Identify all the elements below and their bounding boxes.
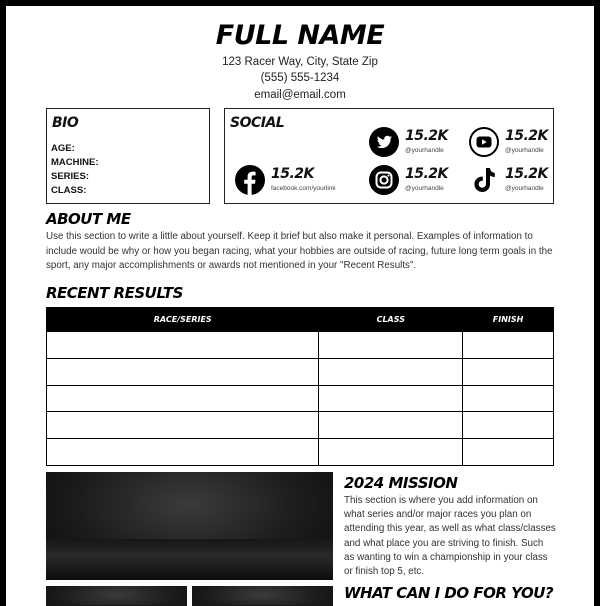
table-cell[interactable] (319, 439, 463, 466)
bio-field-age: AGE: (51, 143, 75, 154)
youtube-handle: @yourhandle (505, 147, 544, 154)
twitter-handle: @yourhandle (405, 147, 444, 154)
table-row (47, 385, 554, 412)
table-cell[interactable] (47, 332, 319, 359)
phone-text: (555) 555-1234 (260, 72, 340, 84)
facebook-icon (235, 165, 265, 195)
twitter-count: 15.2K (405, 128, 448, 144)
about-me-body: Use this section to write a little about yourself. Keep it brief but also make it personal. Examples of information to include would be why or how you began racing, what your hobbies are outside of racing, future long term goals in the sport, any major accomplishments or awards not mentioned in your "Recent Results". (46, 231, 553, 271)
bio-field-class: CLASS: (51, 185, 87, 196)
youtube-count: 15.2K (505, 128, 548, 144)
sponsorship-resume-page (6, 6, 594, 606)
instagram-handle: @yourhandle (405, 185, 444, 192)
instagram-icon (369, 165, 399, 195)
recent-results-table (46, 307, 554, 466)
photo-placeholder-right (192, 586, 333, 606)
table-cell[interactable] (47, 439, 319, 466)
twitter-icon (369, 127, 399, 157)
table-row (47, 412, 554, 439)
table-row (47, 439, 554, 466)
table-cell[interactable] (463, 439, 554, 466)
address-text: 123 Racer Way, City, State Zip (222, 56, 378, 68)
tiktok-count: 15.2K (505, 166, 548, 182)
table-cell[interactable] (319, 332, 463, 359)
table-row (47, 332, 554, 359)
bio-field-machine: MACHINE: (51, 157, 99, 168)
photo-placeholder-main (46, 472, 333, 580)
bio-box (46, 108, 210, 204)
bio-field-series: SERIES: (51, 171, 90, 182)
social-title: SOCIAL (230, 115, 285, 131)
table-cell[interactable] (47, 385, 319, 412)
mission-body: This section is where you add information on what series and/or major races you plan on attending this year, as well as what class/classes and what place you are striving to finish. Such as wanting to win a championship in your class or finish top 5, etc. (344, 495, 556, 578)
full-name-title: FULL NAME (215, 20, 385, 51)
table-cell[interactable] (319, 385, 463, 412)
table-cell[interactable] (463, 412, 554, 439)
social-box (224, 108, 554, 204)
column-race-series: RACE/SERIES (47, 308, 319, 332)
what-can-i-do-title: WHAT CAN I DO FOR YOU? (344, 584, 554, 602)
facebook-count: 15.2K (271, 166, 314, 182)
table-cell[interactable] (463, 385, 554, 412)
tiktok-icon (469, 165, 499, 195)
about-me-title: ABOUT ME (46, 210, 131, 228)
recent-results-title: RECENT RESULTS (46, 284, 183, 302)
bio-title: BIO (52, 115, 79, 131)
table-cell[interactable] (319, 412, 463, 439)
facebook-handle: facebook.com/yourlink (271, 185, 336, 192)
table-cell[interactable] (319, 358, 463, 385)
table-cell[interactable] (463, 332, 554, 359)
table-cell[interactable] (47, 358, 319, 385)
email-text: email@email.com (254, 89, 346, 101)
youtube-icon (469, 127, 499, 157)
table-cell[interactable] (463, 358, 554, 385)
instagram-count: 15.2K (405, 166, 448, 182)
column-finish: FINISH (463, 308, 554, 332)
table-row (47, 358, 554, 385)
table-cell[interactable] (47, 412, 319, 439)
mission-title: 2024 MISSION (344, 474, 458, 492)
photo-placeholder-left (46, 586, 187, 606)
tiktok-handle: @yourhandle (505, 185, 544, 192)
column-class: CLASS (319, 308, 463, 332)
